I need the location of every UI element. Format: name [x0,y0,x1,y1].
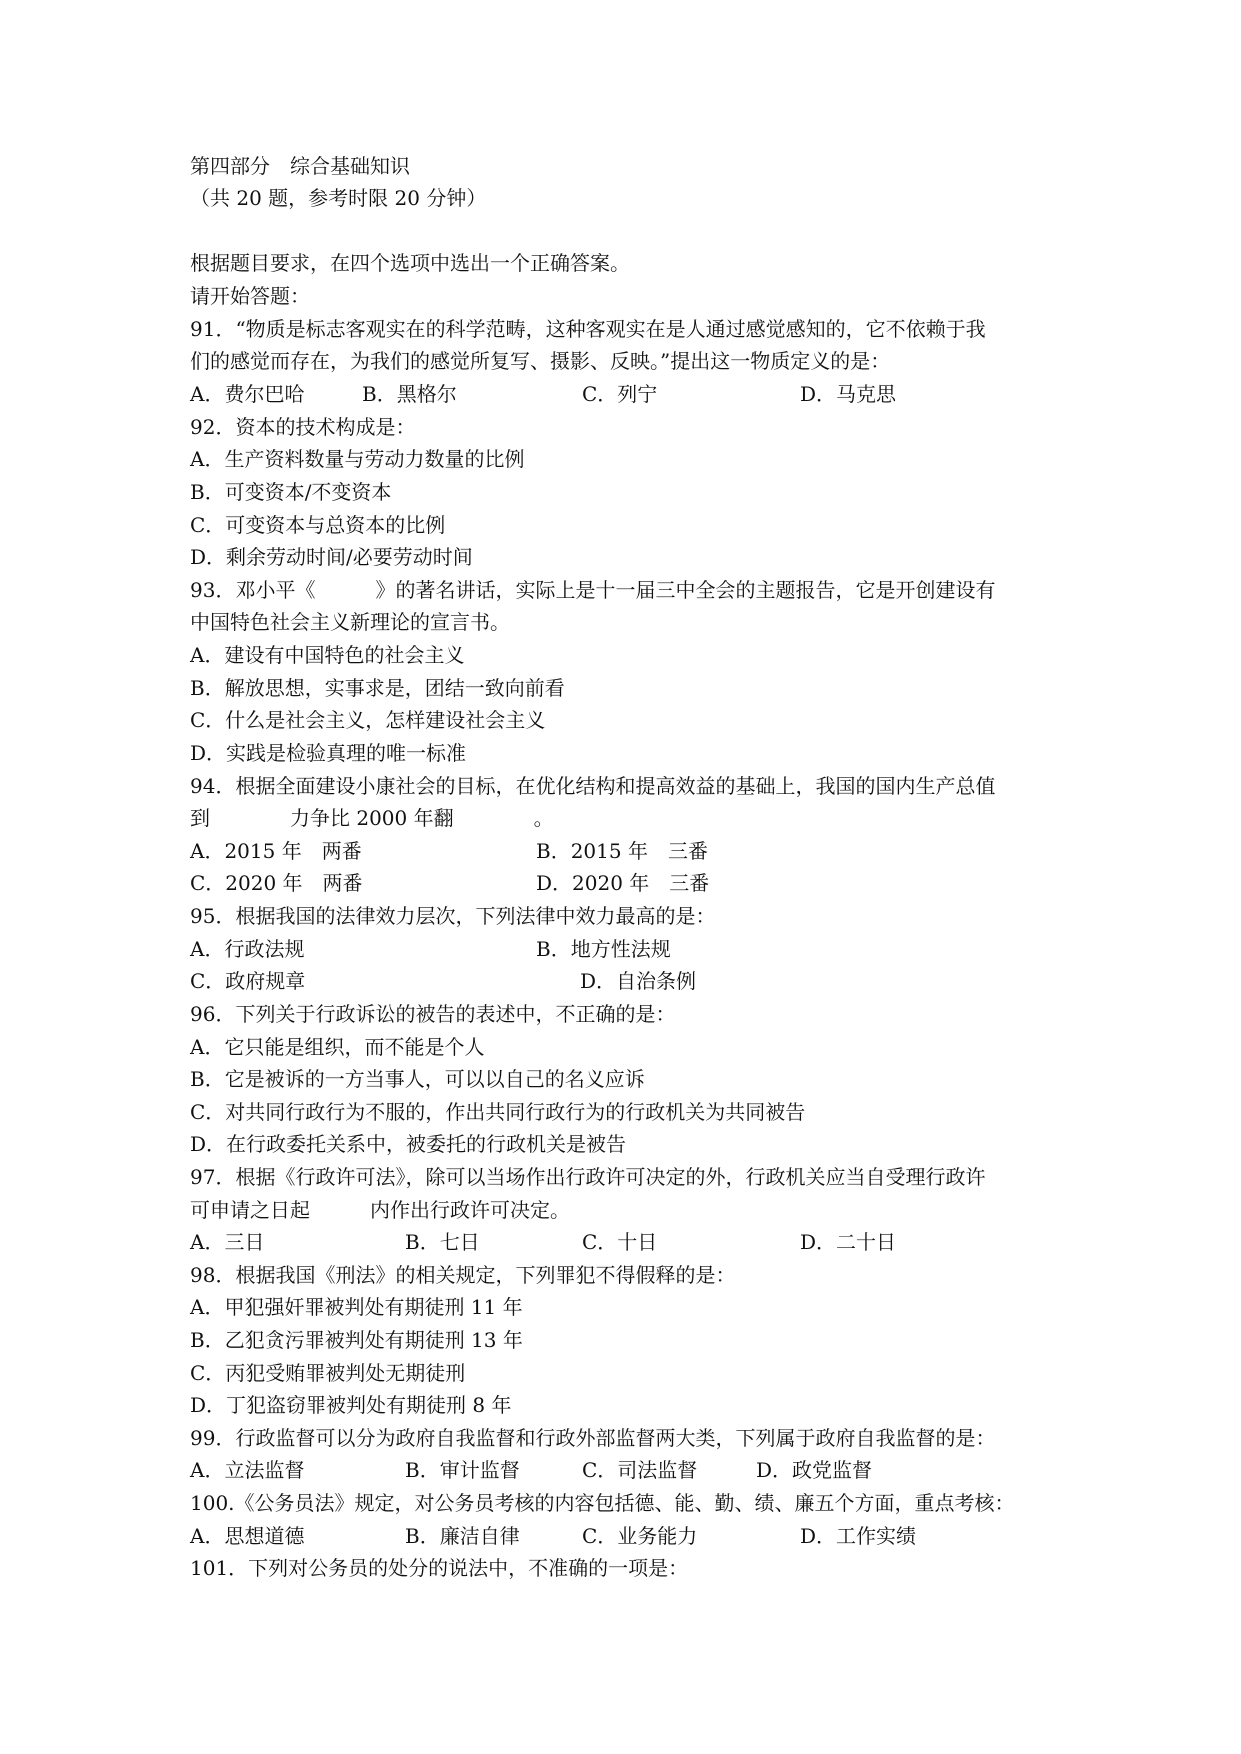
question-97-option-b: B．七日 [405,1230,480,1254]
question-94-option-b: B．2015 年 三番 [536,839,708,863]
question-98-option-a: A．甲犯强奸罪被判处有期徒刑 11 年 [190,1295,523,1319]
question-93-line-1: 93．邓小平《 》的著名讲话，实际上是十一届三中全会的主题报告，它是开创建设有 [190,578,996,602]
question-94-option-a: A．2015 年 两番 [190,839,362,863]
instruction-text: 根据题目要求，在四个选项中选出一个正确答案。 [190,251,630,275]
question-91-option-d: D．马克思 [800,382,897,406]
question-95-line-1: 95．根据我国的法律效力层次，下列法律中效力最高的是： [190,904,716,928]
question-99-option-d: D．政党监督 [756,1458,873,1482]
question-99-option-c: C．司法监督 [582,1458,698,1482]
question-96-option-b: B．它是被诉的一方当事人，可以以自己的名义应诉 [190,1067,645,1091]
question-96-line-1: 96．下列关于行政诉讼的被告的表述中，不正确的是： [190,1002,676,1026]
question-101-line-1: 101．下列对公务员的处分的说法中，不准确的一项是： [190,1556,689,1580]
question-92-option-d: D．剩余劳动时间/必要劳动时间 [190,545,473,569]
question-91-option-c: C．列宁 [582,382,658,406]
question-100-option-c: C．业务能力 [582,1524,698,1548]
question-94-option-c: C．2020 年 两番 [190,871,363,895]
question-94-option-d: D．2020 年 三番 [536,871,710,895]
question-97-option-a: A．三日 [190,1230,265,1254]
question-91-option-b: B．黑格尔 [362,382,457,406]
question-96-option-c: C．对共同行政行为不服的，作出共同行政行为的行政机关为共同被告 [190,1100,806,1124]
question-92-option-b: B．可变资本/不变资本 [190,480,392,504]
question-93-option-c: C．什么是社会主义，怎样建设社会主义 [190,708,546,732]
question-97-option-d: D．二十日 [800,1230,897,1254]
question-98-option-d: D．丁犯盗窃罪被判处有期徒刑 8 年 [190,1393,512,1417]
question-91-line-1: 91．“物质是标志客观实在的科学范畴，这种客观实在是人通过感觉感知的，它不依赖于我 [190,317,986,341]
question-100-option-a: A．思想道德 [190,1524,305,1548]
question-91-option-a: A．费尔巴哈 [190,382,305,406]
question-95-option-d: D．自治条例 [580,969,697,993]
section-title: 第四部分 综合基础知识 [190,154,410,178]
question-99-line-1: 99．行政监督可以分为政府自我监督和行政外部监督两大类，下列属于政府自我监督的是： [190,1426,996,1450]
question-92-line-1: 92．资本的技术构成是： [190,415,416,439]
question-99-option-a: A．立法监督 [190,1458,305,1482]
question-94-line-2: 到 力争比 2000 年翻 。 [190,806,554,830]
question-95-option-c: C．政府规章 [190,969,306,993]
question-95-option-b: B．地方性法规 [536,937,671,961]
start-prompt: 请开始答题： [190,284,310,308]
question-93-option-d: D．实践是检验真理的唯一标准 [190,741,467,765]
question-98-option-c: C．丙犯受贿罪被判处无期徒刑 [190,1361,466,1385]
question-99-option-b: B．审计监督 [405,1458,520,1482]
question-93-option-b: B．解放思想，实事求是，团结一致向前看 [190,676,565,700]
question-95-option-a: A．行政法规 [190,937,305,961]
question-91-line-2: 们的感觉而存在，为我们的感觉所复写、摄影、反映。”提出这一物质定义的是： [190,349,891,373]
question-100-line-1: 100.《公务员法》规定，对公务员考核的内容包括德、能、勤、绩、廉五个方面，重点考核： [190,1491,1015,1515]
question-93-option-a: A．建设有中国特色的社会主义 [190,643,465,667]
question-97-line-2: 可申请之日起 内作出行政许可决定。 [190,1198,570,1222]
question-98-option-b: B．乙犯贪污罪被判处有期徒刑 13 年 [190,1328,523,1352]
question-93-line-2: 中国特色社会主义新理论的宣言书。 [190,610,510,634]
question-100-option-d: D．工作实绩 [800,1524,917,1548]
question-94-line-1: 94．根据全面建设小康社会的目标，在优化结构和提高效益的基础上，我国的国内生产总值 [190,774,996,798]
question-92-option-c: C．可变资本与总资本的比例 [190,513,446,537]
section-note: （共 20 题，参考时限 20 分钟） [190,186,487,210]
question-97-option-c: C．十日 [582,1230,658,1254]
question-100-option-b: B．廉洁自律 [405,1524,520,1548]
question-96-option-d: D．在行政委托关系中，被委托的行政机关是被告 [190,1132,627,1156]
question-92-option-a: A．生产资料数量与劳动力数量的比例 [190,447,525,471]
question-97-line-1: 97．根据《行政许可法》，除可以当场作出行政许可决定的外，行政机关应当自受理行政许 [190,1165,986,1189]
question-98-line-1: 98．根据我国《刑法》的相关规定，下列罪犯不得假释的是： [190,1263,736,1287]
question-96-option-a: A．它只能是组织，而不能是个人 [190,1035,485,1059]
